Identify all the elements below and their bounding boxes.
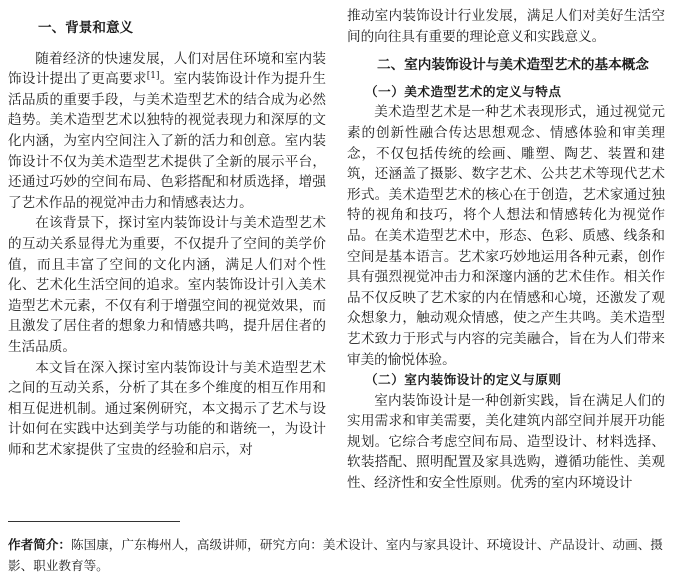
section-heading-concepts: 二、室内装饰设计与美术造型艺术的基本概念: [377, 57, 649, 74]
left-column: [8, 6, 326, 460]
paragraph-art-definition: 美术造型艺术是一种艺术表现形式，通过视觉元素的创新性融合传达思想观念、情感体验和审美理念，不仅包括传统的绘画、雕塑、陶艺、装置和建筑，还涵盖了摄影、数字艺术、公共艺术等现代艺术形式。美术造型艺术的核心在于创造，艺术家通过独特的视角和技巧，将个人想法和情感转化为视觉作品。在美术造型艺术中，形态、色彩、质感、线条和空间是基本语言。艺术家巧妙地运用各种元素，创作具有强烈视觉冲击力和深邃内涵的艺术佳作。相关作品不仅反映了艺术家的内在情感和心境，还激发了观众想象力，触动观众情感，使之产生共鸣。美术造型艺术致力于形式与内容的完美融合，旨在为人们带来审美的愉悦体验。: [347, 104, 665, 368]
right-column: [347, 6, 665, 494]
paragraph-background-1: [8, 49, 326, 214]
paragraph-background-2: 在该背景下，探讨室内装饰设计与美术造型艺术的互动关系显得尤为重要，不仅提升了空间的美学价值，而且丰富了空间的文化内涵，满足人们对个性化、艺术化生活空间的追求。室内装饰设计引入美术造型艺术元素，不仅有利于增强空间的视觉效果，而且激发了居住者的想象力和情感共鸣，提升居住者的生活品质。: [8, 215, 326, 355]
footnote-divider: [8, 521, 180, 522]
paragraph-text: 随着经济的快速发展，人们对居住环境和室内装饰设计提出了更高要求: [8, 50, 326, 88]
subsection-heading-art: （一）美术造型艺术的定义与特点: [365, 83, 562, 99]
paragraph-interior-definition: 室内装饰设计是一种创新实践，旨在满足人们的实用需求和审美需要，美化建筑内部空间并展开功能规划。它综合考虑空间布局、造型设计、材料选择、软装搭配、照明配置及家具选购，遵循功能性、美观性、经济性和安全性原则。优秀的室内环境设计: [347, 392, 665, 492]
citation-ref[interactable]: [1]: [146, 71, 160, 82]
paragraph-continued: 推动室内装饰设计行业发展，满足人们对美好生活空间的向往具有重要的理论意义和实践意义。: [347, 8, 665, 45]
paragraph-background-3: 本文旨在深入探讨室内装饰设计与美术造型艺术之间的互动关系，分析了其在多个维度的相互作用和相互促进机制。通过案例研究，本文揭示了艺术与设计如何在实践中达到美学与功能的和谐统一，为设计师和艺术家提供了宝贵的经验和启示，对: [8, 359, 326, 458]
author-footnote: [8, 534, 670, 576]
paragraph-text: 。室内装饰设计作为提升生活品质的重要手段，与美术造型艺术的结合成为必然趋势。美术造型艺术以独特的视觉表现力和深厚的文化内涵，为室内空间注入了新的活力和创意。室内装饰设计不仅为美术造型艺术提供了全新的展示平台，还通过巧妙的空间布局、色彩搭配和材质选择，增强了艺术作品的视觉冲击力和情感表达力。: [8, 71, 326, 211]
subsection-heading-interior: （二）室内装饰设计的定义与原则: [365, 372, 562, 388]
section-heading-background: 一、背景和意义: [38, 20, 134, 36]
author-bio: 陈国康，广东梅州人，高级讲师，研究方向：美术设计、室内与家具设计、环境设计、产品设计、动画、摄影、职业教育等。: [8, 537, 663, 573]
author-label: 作者简介：: [8, 537, 71, 552]
